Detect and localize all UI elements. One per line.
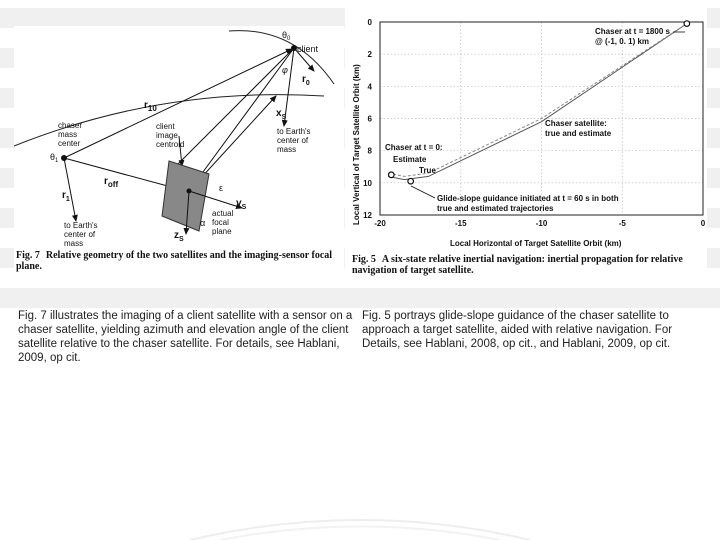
label-xs: $x_S$ <box>276 108 287 121</box>
label-r1: $r_1$ <box>62 190 70 203</box>
figure-5-number: Fig. 5 <box>352 254 376 265</box>
label-epsilon: ε <box>219 183 224 193</box>
x-tick-label: -20 <box>374 219 386 228</box>
y-tick-label: 4 <box>367 82 372 92</box>
label-zs: $z_S$ <box>174 230 184 243</box>
marker-start-true <box>408 178 414 184</box>
annotation-leader-glide <box>411 186 435 198</box>
figure-5-caption-text: A six-state relative inertial navigation: inertial propagation for relative navigation of target satellite. <box>352 254 683 276</box>
label-client: client <box>297 44 319 54</box>
annotation-glide-1: Glide-slope guidance initiated at t = 60 s in both <box>437 194 619 203</box>
figure-7-diagram <box>14 26 344 251</box>
chart-series <box>388 24 687 180</box>
label-ys: $y_S$ <box>236 198 247 211</box>
annotation-chaser-end-1: Chaser at t = 1800 s <box>595 27 670 36</box>
label-r0: $r_0$ <box>302 74 310 87</box>
x-tick-label: -5 <box>618 219 626 228</box>
label-roff: $r_{off}$ <box>104 176 119 189</box>
marker-end <box>684 21 690 27</box>
figure-5-chart <box>345 0 707 255</box>
y-tick-label: 10 <box>363 178 372 188</box>
annotation-true: True <box>419 166 436 175</box>
bottom-decoration <box>180 505 540 540</box>
label-to-earth-right: to Earth's center of mass <box>277 127 311 154</box>
label-focal-plane: actual focal plane <box>212 209 234 236</box>
decoration-curve <box>220 527 500 540</box>
x-axis-label: Local Horizontal of Target Satellite Orbit (km) <box>450 239 622 248</box>
x-tick-label: -10 <box>535 219 548 228</box>
annotation-chaser-sat-1: Chaser satellite: <box>545 119 607 128</box>
y-tick-label: 12 <box>363 211 372 220</box>
y-tick-label: 2 <box>367 50 372 60</box>
y-axis-label: Local Vertical of Target Satellite Orbit (km) <box>352 64 361 225</box>
label-phi: φ <box>282 65 288 75</box>
right-paragraph: Fig. 5 portrays glide-slope guidance of the chaser satellite to approach a target satellite, aided with relative navigation. For Details, see Hablani, 2008, op cit., and Hablani, 2009, op cit. <box>362 310 673 350</box>
background-stripe <box>0 288 720 308</box>
figure-7-panel <box>14 26 344 276</box>
annotation-chaser-sat-2: true and estimate <box>545 129 612 138</box>
label-theta0: $\theta_0$ <box>282 30 291 42</box>
label-client-image: client image centroid <box>156 122 185 149</box>
label-r10: $r_{10}$ <box>144 100 157 113</box>
annotation-chaser-start: Chaser at t = 0: <box>385 143 443 152</box>
marker-start-estimate <box>389 172 395 178</box>
label-alpha: α <box>200 218 206 228</box>
left-paragraph: Fig. 7 illustrates the imaging of a client satellite with a sensor on a chaser satellite, yielding azimuth and elevation angle of the client satellite relative to the chaser satellite. For details, see Hablani, 2009, op cit. <box>18 310 353 364</box>
annotation-estimate: Estimate <box>393 155 427 164</box>
annotation-chaser-end-2: @ (-1, 0. 1) km <box>595 37 650 46</box>
y-tick-label: 0 <box>367 18 372 27</box>
y-tick-label: 6 <box>367 114 372 124</box>
figure-7-caption-text: Relative geometry of the two satellites and the imaging-sensor focal plane. <box>16 250 333 272</box>
label-chaser: chaser mass center <box>58 121 83 148</box>
series-line-true <box>388 24 687 180</box>
client-to-image-line <box>189 48 294 191</box>
annotation-glide-2: true and estimated trajectories <box>437 204 554 213</box>
figure-7-caption <box>16 250 346 272</box>
label-to-earth-left: to Earth's center of mass <box>64 221 98 248</box>
figure-7-number: Fig. 7 <box>16 250 40 261</box>
x-tick-label: 0 <box>700 219 706 228</box>
series-line-estimate <box>388 24 687 177</box>
x-tick-label: -15 <box>454 219 467 228</box>
figure-5-caption <box>352 254 708 276</box>
label-theta1: $\theta_1$ <box>50 152 59 164</box>
sensor-origin <box>187 189 192 194</box>
y-tick-label: 8 <box>367 146 372 156</box>
figure-5-panel <box>345 0 707 280</box>
